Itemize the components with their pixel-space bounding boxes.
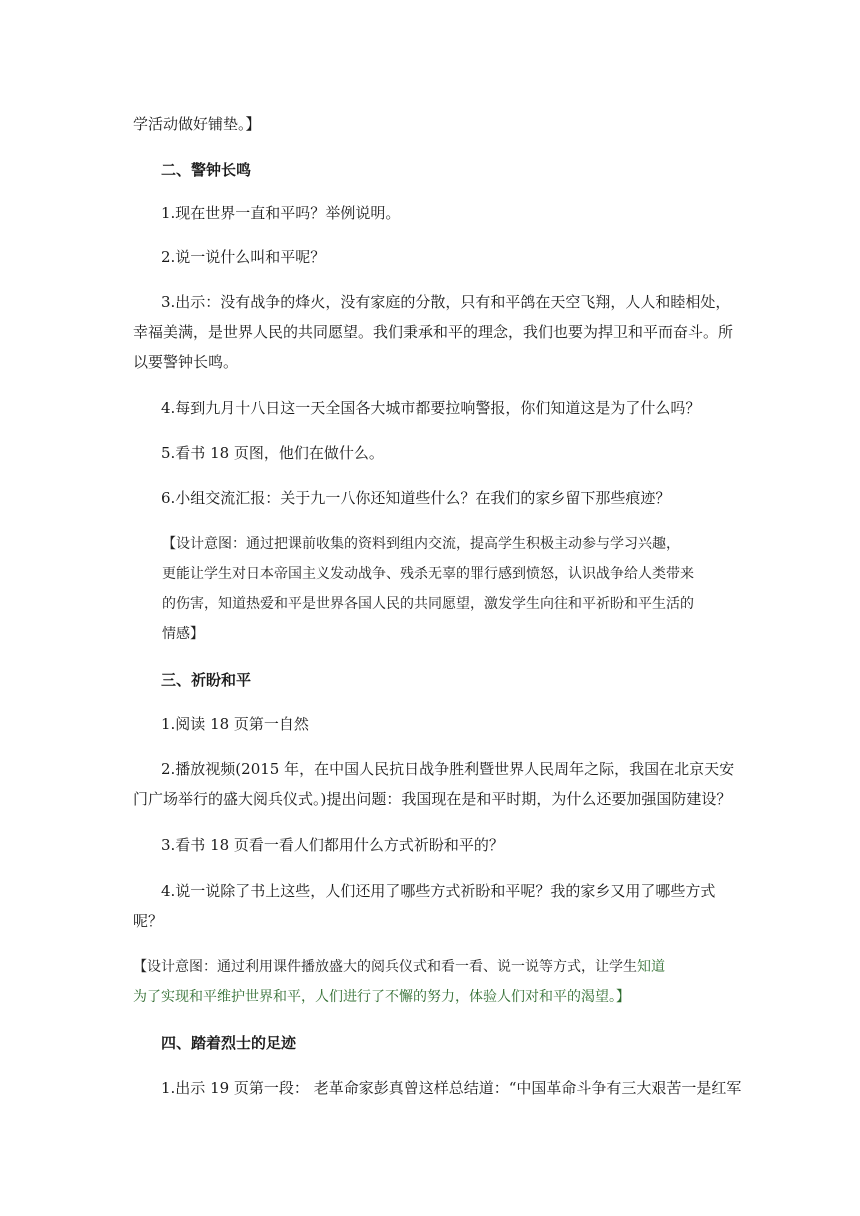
section-heading: 三、祈盼和平 [161,671,252,689]
text-line: 学活动做好铺垫。】 [133,115,261,133]
section-heading: 四、踏着烈士的足迹 [161,1034,297,1052]
design-intent-note: 的伤害，知道热爱和平是世界各国人民的共同愿望，激发学生向往和平祈盼和平生活的 [162,596,694,612]
text-line: 3.出示：没有战争的烽火，没有家庭的分散，只有和平鸽在天空飞翔，人人和睦相处， [161,293,731,311]
text-line: 2.说一说什么叫和平呢？ [161,248,326,266]
text-line: 6.小组交流汇报：关于九一八你还知道些什么？在我们的家乡留下那些痕迹？ [161,489,671,507]
design-intent-note: 情感】 [162,626,204,642]
text-line: 1.阅读 18 页第一自然 [161,715,309,733]
design-intent-highlight: 知道 [637,959,665,975]
design-intent-note: 【设计意图：通过把课前收集的资料到组内交流，提高学生积极主动参与学习兴趣， [162,536,680,552]
text-line: 幸福美满，是世界人民的共同愿望。我们秉承和平的理念，我们也要为捍卫和平而奋斗。所 [133,323,734,341]
design-intent-note: 更能让学生对日本帝国主义发动战争、残杀无辜的罪行感到愤怒，认识战争给人类带来 [162,566,694,582]
text-line: 1.出示 19 页第一段： 老革命家彭真曾这样总结道：“中国革命斗争有三大艰苦一是红军 [161,1079,742,1097]
text-line: 5.看书 18 页图，他们在做什么。 [161,444,384,462]
design-intent-note [133,957,665,977]
text-line: 4.说一说除了书上这些，人们还用了哪些方式祈盼和平呢？我的家乡又用了哪些方式 [161,882,716,900]
text-line: 3.看书 18 页看一看人们都用什么方式祈盼和平的？ [161,836,504,854]
text-line: 2.播放视频(2015 年，在中国人民抗日战争胜利暨世界人民周年之际，我国在北京天安 [161,760,735,778]
text-line: 以要警钟长鸣。 [133,353,239,371]
text-line: 1.现在世界一直和平吗？举例说明。 [161,204,401,222]
text-line: 门广场举行的盛大阅兵仪式。)提出问题：我国现在是和平时期，为什么还要加强国防建设？ [133,790,732,808]
design-intent-text: 【设计意图：通过利用课件播放盛大的阅兵仪式和看一看、说一说等方式，让学生 [133,959,637,975]
design-intent-highlight: 为了实现和平维护世界和平，人们进行了不懈的努力，体验人们对和平的渴望。】 [133,989,630,1005]
section-heading: 二、警钟长鸣 [161,161,252,179]
text-line: 4.每到九月十八日这一天全国各大城市都要拉响警报，你们知道这是为了什么吗？ [161,399,701,417]
text-line: 呢？ [133,912,164,930]
